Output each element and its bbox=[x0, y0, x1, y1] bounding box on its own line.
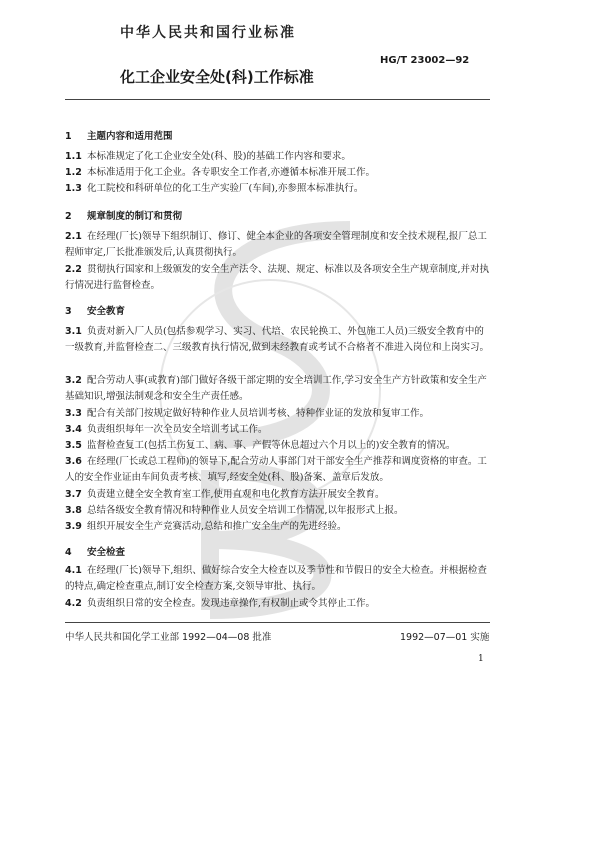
section-heading-1: 1 主题内容和适用范围 bbox=[65, 131, 173, 142]
clause-3-2: 3.2 配合劳动人事(或教育)部门做好各级干部定期的安全培训工作,学习安全生产方针政策和安全生产基础知识,增强法制观念和安全生产责任感。 bbox=[65, 375, 487, 402]
clause-1-1: 1.1 本标准规定了化工企业安全处(科、股)的基础工作内容和要求。 bbox=[65, 151, 351, 162]
clause-3-8: 3.8 总结各级安全教育情况和特种作业人员安全培训工作情况,以年报形式上报。 bbox=[65, 505, 404, 516]
standard-code: HG/T 23002—92 bbox=[380, 55, 470, 66]
clause-4-2: 4.2 负责组织日常的安全检查。发现违章操作,有权制止或令其停止工作。 bbox=[65, 598, 376, 609]
clause-3-5: 3.5 监督检查复工(包括工伤复工、病、事、产假等休息超过六个月以上的)安全教育的情况。 bbox=[65, 440, 456, 451]
clause-3-6: 3.6 在经理(厂长或总工程师)的领导下,配合劳动人事部门对干部安全生产推荐和调度资格的审查。工人的安全作业证由车间负责考核、填写,经安全处(科、股)备案、盖章后发放。 bbox=[65, 456, 487, 483]
clause-1-2: 1.2 本标准适用于化工企业。各专职安全工作者,亦遵循本标准开展工作。 bbox=[65, 167, 376, 178]
header-divider bbox=[65, 99, 490, 100]
document-title: 化工企业安全处(科)工作标准 bbox=[120, 68, 314, 86]
clause-1-3: 1.3 化工院校和科研单位的化工生产实验厂(车间),亦参照本标准执行。 bbox=[65, 183, 364, 194]
clause-3-9: 3.9 组织开展安全生产竞赛活动,总结和推广安全生产的先进经验。 bbox=[65, 521, 347, 532]
clause-3-3: 3.3 配合有关部门按规定做好特种作业人员培训考核、特种作业证的发放和复审工作。 bbox=[65, 408, 430, 419]
clause-2-1: 2.1 在经理(厂长)领导下组织制订、修订、健全本企业的各项安全管理制度和安全技术规程,报厂总工程师审定,厂长批准颁发后,认真贯彻执行。 bbox=[65, 231, 487, 258]
implementation-date: 1992—07—01 实施 bbox=[400, 632, 490, 643]
page-number: 1 bbox=[478, 654, 484, 664]
section-heading-2: 2 规章制度的制订和贯彻 bbox=[65, 211, 183, 222]
clause-2-2: 2.2 贯彻执行国家和上级颁发的安全生产法令、法规、规定、标准以及各项安全生产规章制度,并对执行情况进行监督检查。 bbox=[65, 264, 490, 291]
clause-4-1: 4.1 在经理(厂长)领导下,组织、做好综合安全大检查以及季节性和节假日的安全大检查。并根据检查的特点,确定检查重点,制订安全检查方案,交领导审批、执行。 bbox=[65, 565, 487, 592]
approval-line: 中华人民共和国化学工业部 1992—04—08 批准 bbox=[65, 632, 272, 643]
clause-3-7: 3.7 负责建立健全安全教育室工作,使用直观和电化教育方法开展安全教育。 bbox=[65, 489, 385, 500]
section-heading-3: 3 安全教育 bbox=[65, 306, 126, 317]
standard-category: 中华人民共和国行业标准 bbox=[120, 25, 296, 41]
footer-divider bbox=[65, 622, 490, 623]
clause-3-1: 3.1 负责对新入厂人员(包括参观学习、实习、代培、农民轮换工、外包施工人员)三级安全教育中的一级教育,并监督检查二、三级教育执行情况,做到未经教育或考试不合格者不准进入岗位和上岗实习。 bbox=[65, 326, 490, 353]
section-heading-4: 4 安全检查 bbox=[65, 547, 126, 558]
clause-3-4: 3.4 负责组织每年一次全员安全培训考试工作。 bbox=[65, 424, 268, 435]
